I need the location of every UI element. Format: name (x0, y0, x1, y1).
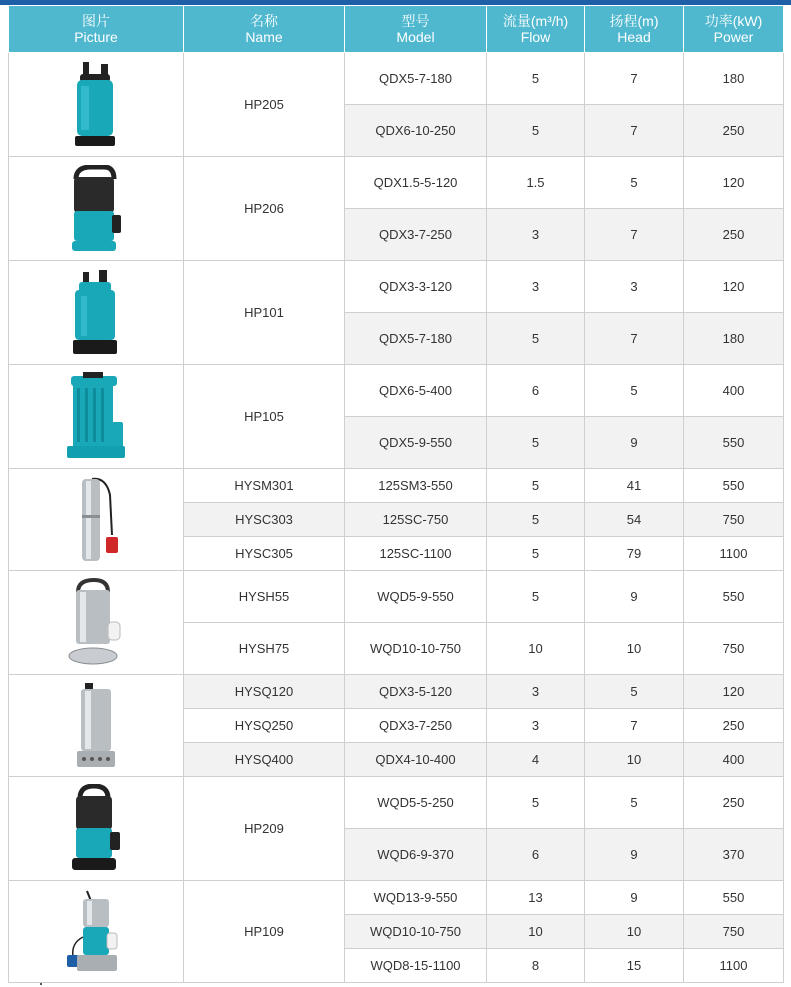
name-cell: HP205 (184, 53, 345, 157)
header-picture: 图片 Picture (9, 6, 184, 53)
head-cell: 9 (585, 417, 684, 469)
stainless-cylinder-pump-icon (71, 681, 121, 771)
head-cell: 54 (585, 503, 684, 537)
model-cell: WQD8-15-1100 (345, 949, 487, 983)
table-row (9, 675, 784, 709)
flow-cell: 8 (487, 949, 585, 983)
model-cell: QDX3-7-250 (345, 709, 487, 743)
model-cell: QDX6-10-250 (345, 105, 487, 157)
top-accent-bar (0, 0, 791, 5)
picture-cell (9, 571, 184, 675)
name-cell: HP206 (184, 157, 345, 261)
picture-cell (9, 881, 184, 983)
flow-cell: 5 (487, 417, 585, 469)
power-cell: 250 (684, 709, 784, 743)
power-cell: 120 (684, 261, 784, 313)
picture-cell (9, 53, 184, 157)
name-cell: HP109 (184, 881, 345, 983)
head-cell: 9 (585, 829, 684, 881)
flow-cell: 10 (487, 915, 585, 949)
model-cell: QDX1.5-5-120 (345, 157, 487, 209)
name-cell: HP105 (184, 365, 345, 469)
name-cell: HYSC305 (184, 537, 345, 571)
head-cell: 41 (585, 469, 684, 503)
head-cell: 10 (585, 915, 684, 949)
power-cell: 180 (684, 53, 784, 105)
head-cell: 10 (585, 623, 684, 675)
power-cell: 120 (684, 675, 784, 709)
model-cell: WQD5-5-250 (345, 777, 487, 829)
picture-cell (9, 365, 184, 469)
page-dot (40, 983, 42, 985)
name-cell: HYSQ400 (184, 743, 345, 777)
picture-cell (9, 469, 184, 571)
head-cell: 7 (585, 209, 684, 261)
name-cell: HP209 (184, 777, 345, 881)
power-cell: 120 (684, 157, 784, 209)
head-cell: 5 (585, 675, 684, 709)
power-cell: 180 (684, 313, 784, 365)
name-cell: HP101 (184, 261, 345, 365)
power-cell: 550 (684, 417, 784, 469)
picture-cell (9, 157, 184, 261)
table-row (9, 157, 784, 209)
stainless-sewage-pump-icon (64, 578, 128, 668)
model-cell: QDX4-10-400 (345, 743, 487, 777)
head-cell: 7 (585, 105, 684, 157)
model-cell: QDX3-3-120 (345, 261, 487, 313)
blue-pump-black-base-icon (69, 268, 123, 358)
head-cell: 5 (585, 777, 684, 829)
power-cell: 1100 (684, 537, 784, 571)
flow-cell: 3 (487, 209, 585, 261)
model-cell: QDX5-9-550 (345, 417, 487, 469)
grey-blue-float-switch-pump-icon (63, 887, 129, 977)
model-cell: WQD6-9-370 (345, 829, 487, 881)
flow-cell: 5 (487, 503, 585, 537)
flow-cell: 5 (487, 313, 585, 365)
name-cell: HYSH75 (184, 623, 345, 675)
model-cell: WQD13-9-550 (345, 881, 487, 915)
power-cell: 370 (684, 829, 784, 881)
head-cell: 7 (585, 709, 684, 743)
name-cell: HYSC303 (184, 503, 345, 537)
flow-cell: 5 (487, 571, 585, 623)
head-cell: 3 (585, 261, 684, 313)
head-cell: 9 (585, 571, 684, 623)
power-cell: 1100 (684, 949, 784, 983)
picture-cell (9, 675, 184, 777)
flow-cell: 5 (487, 53, 585, 105)
header-power: 功率(kW) Power (684, 6, 784, 53)
name-cell: HYSM301 (184, 469, 345, 503)
header-flow: 流量(m³/h) Flow (487, 6, 585, 53)
blue-ribbed-pump-icon (63, 372, 129, 462)
table-row (9, 571, 784, 623)
head-cell: 79 (585, 537, 684, 571)
table-row (9, 261, 784, 313)
picture-cell (9, 777, 184, 881)
model-cell: QDX5-7-180 (345, 313, 487, 365)
head-cell: 7 (585, 313, 684, 365)
model-cell: QDX3-7-250 (345, 209, 487, 261)
name-cell: HYSQ250 (184, 709, 345, 743)
flow-cell: 5 (487, 537, 585, 571)
pump-spec-table (8, 6, 784, 983)
power-cell: 750 (684, 623, 784, 675)
blue-submersible-pump-icon (71, 60, 121, 150)
flow-cell: 5 (487, 469, 585, 503)
power-cell: 250 (684, 105, 784, 157)
model-cell: WQD5-9-550 (345, 571, 487, 623)
power-cell: 250 (684, 209, 784, 261)
head-cell: 5 (585, 365, 684, 417)
model-cell: WQD10-10-750 (345, 915, 487, 949)
model-cell: QDX6-5-400 (345, 365, 487, 417)
table-row (9, 881, 784, 915)
flow-cell: 1.5 (487, 157, 585, 209)
header-name: 名称 Name (184, 6, 345, 53)
power-cell: 550 (684, 571, 784, 623)
header-model: 型号 Model (345, 6, 487, 53)
model-cell: 125SM3-550 (345, 469, 487, 503)
head-cell: 9 (585, 881, 684, 915)
model-cell: WQD10-10-750 (345, 623, 487, 675)
model-cell: QDX5-7-180 (345, 53, 487, 105)
head-cell: 10 (585, 743, 684, 777)
flow-cell: 3 (487, 709, 585, 743)
flow-cell: 10 (487, 623, 585, 675)
power-cell: 250 (684, 777, 784, 829)
head-cell: 7 (585, 53, 684, 105)
flow-cell: 3 (487, 675, 585, 709)
stainless-deep-well-pump-icon (66, 475, 126, 565)
power-cell: 400 (684, 365, 784, 417)
black-blue-handle-pump-icon (66, 165, 126, 253)
flow-cell: 6 (487, 365, 585, 417)
name-cell: HYSQ120 (184, 675, 345, 709)
flow-cell: 13 (487, 881, 585, 915)
flow-cell: 6 (487, 829, 585, 881)
head-cell: 15 (585, 949, 684, 983)
table-row (9, 365, 784, 417)
flow-cell: 5 (487, 777, 585, 829)
flow-cell: 5 (487, 105, 585, 157)
picture-cell (9, 261, 184, 365)
power-cell: 550 (684, 881, 784, 915)
head-cell: 5 (585, 157, 684, 209)
header-row (9, 6, 784, 53)
table-row (9, 469, 784, 503)
model-cell: QDX3-5-120 (345, 675, 487, 709)
header-head: 扬程(m) Head (585, 6, 684, 53)
black-blue-sewage-pump-icon (66, 784, 126, 874)
table-row (9, 53, 784, 105)
power-cell: 750 (684, 915, 784, 949)
table-row (9, 777, 784, 829)
name-cell: HYSH55 (184, 571, 345, 623)
model-cell: 125SC-1100 (345, 537, 487, 571)
power-cell: 400 (684, 743, 784, 777)
power-cell: 750 (684, 503, 784, 537)
flow-cell: 3 (487, 261, 585, 313)
model-cell: 125SC-750 (345, 503, 487, 537)
flow-cell: 4 (487, 743, 585, 777)
power-cell: 550 (684, 469, 784, 503)
